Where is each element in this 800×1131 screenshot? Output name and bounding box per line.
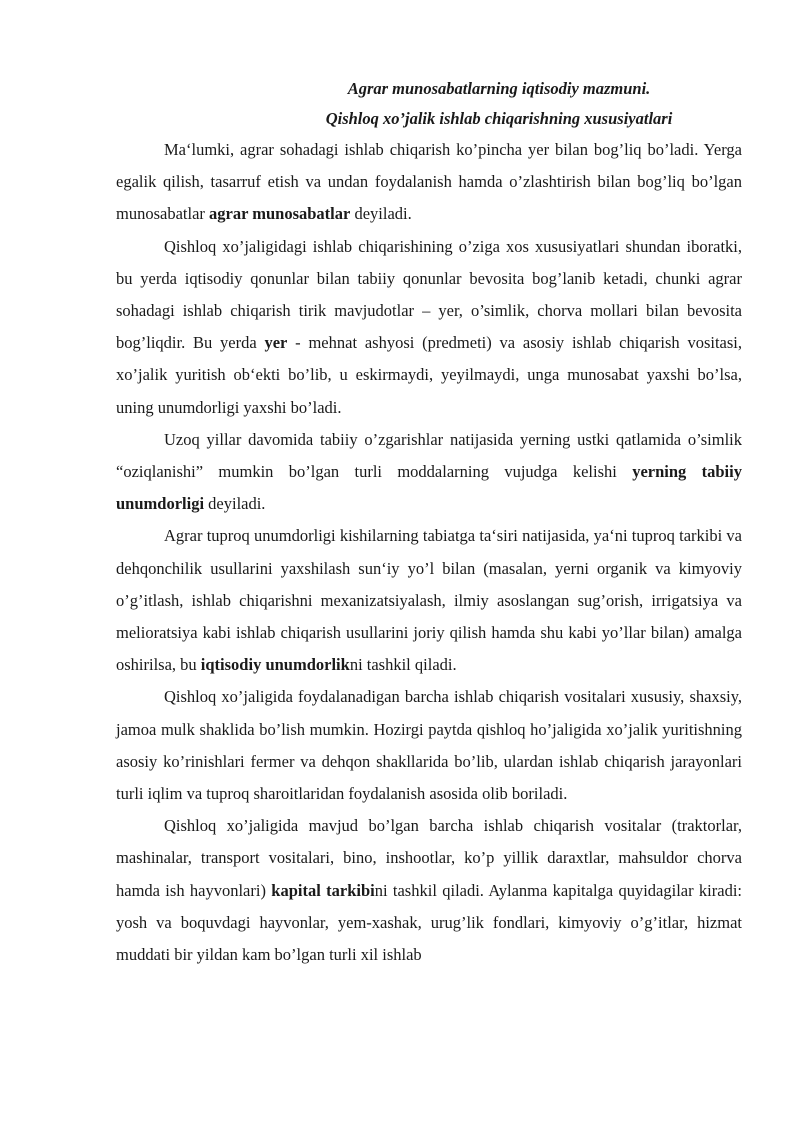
paragraph-text: - mehnat ashyosi (predmeti) va asosiy ishlab chiqarish vositasi, xo’jalik yuritish ob‘ekti bo’lib, u eskirmaydi, yeyilmaydi, unga munosabat yaxshi bo’lsa, uning unumdorligi yaxshi bo’ladi. [116, 333, 742, 417]
paragraph-agrar-munosabatlar [116, 134, 742, 231]
paragraph-text: Uzoq yillar davomida tabiiy o’zgarishlar natijasida yerning ustki qatlamida o’simlik “oziqlanishi” mumkin bo’lgan turli moddalarning vujudga kelishi [116, 429, 742, 482]
paragraph-xususiyatlar [116, 231, 742, 424]
paragraph-tabiiy-unumdorlik [116, 424, 742, 521]
bold-term: yer [264, 333, 288, 353]
document-subtitle: Qishloq xo’jalik ishlab chiqarishning xususiyatlari [325, 109, 673, 128]
bold-term: kapital tarkibi [271, 880, 375, 900]
document-page [116, 74, 742, 971]
paragraph-text: deyiladi. [350, 204, 412, 224]
paragraph-text: Qishloq xo’jaligida foydalanadigan barcha ishlab chiqarish vositalari xususiy, shaxsiy, jamoa mulk shaklida bo’lish mumkin. Hozirgi paytda qishloq ho’jaligida xo’jalik yuritishning asosiy ko’rinishlari fermer va dehqon shakllarida bo’lib, ulardan ishlab chiqarish jarayonlari turli iqlim va tuproq sharoitlaridan foydalanish asosida olib boriladi. [116, 687, 742, 804]
paragraph-text: Ma‘lumki, agrar sohadagi ishlab chiqarish ko’pincha yer bilan bog’liq bo’ladi. Yerga egalik qilish, tasarruf etish va undan foydalanish hamda o’zlashtirish bilan bog’liq bo’lgan munosabatlar [116, 140, 742, 224]
paragraph-kapital-tarkibi [116, 810, 742, 971]
paragraph-text: Qishloq xo’jaligidagi ishlab chiqarishining o’ziga xos xususiyatlari shundan iboratki, bu yerda iqtisodiy qonunlar bilan tabiiy qonunlar bevosita bog’lanib ketadi, chunki agrar sohadagi ishlab chiqarish tirik mavjudotlar – yer, o’simlik, chorva mollari bilan bevosita bog’liqdir. Bu yerda [116, 236, 742, 353]
paragraph-text: Qishloq xo’jaligida mavjud bo’lgan barcha ishlab chiqarish vositalar (traktorlar, mashinalar, transport vositalari, bino, inshootlar, ko’p yillik daraxtlar, mahsuldor chorva hamda ish hayvonlari) [116, 816, 742, 900]
paragraph-text: deyiladi. [204, 494, 266, 514]
paragraph-iqtisodiy-unumdorlik [116, 520, 742, 681]
bold-term: agrar munosabatlar [209, 204, 351, 224]
document-title: Agrar munosabatlarning iqtisodiy mazmuni. [347, 79, 651, 98]
paragraph-text: Agrar tuproq unumdorligi kishilarning tabiatga ta‘siri natijasida, ya‘ni tuproq tarkibi va dehqonchilik usullarini yaxshilash sun‘iy yo’l bilan (masalan, yerni organik va kimyoviy o’g’itlash, ishlab chiqarishni mexanizatsiyalash, ilmiy asoslangan sug’orish, irrigatsiya va melioratsiya kabi ishlab chiqarish usullarini joriy qilish hamda shu kabi yo’llar bilan) amalga oshirilsa, bu [116, 526, 742, 675]
bold-term: yerning tabiiy unumdorligi [116, 462, 742, 514]
paragraph-text: ni tashkil qiladi. Aylanma kapitalga quyidagilar kiradi: yosh va boquvdagi hayvonlar, yem-xashak, urug’lik fondlari, kimyoviy o’g’itlar, hizmat muddati bir yildan kam bo’lgan turli xil ishlab [116, 880, 742, 965]
paragraph-text: ni tashkil qiladi. [349, 655, 457, 675]
bold-term: iqtisodiy unumdorlik [200, 655, 350, 675]
paragraph-mulk-shakllari [116, 681, 742, 810]
